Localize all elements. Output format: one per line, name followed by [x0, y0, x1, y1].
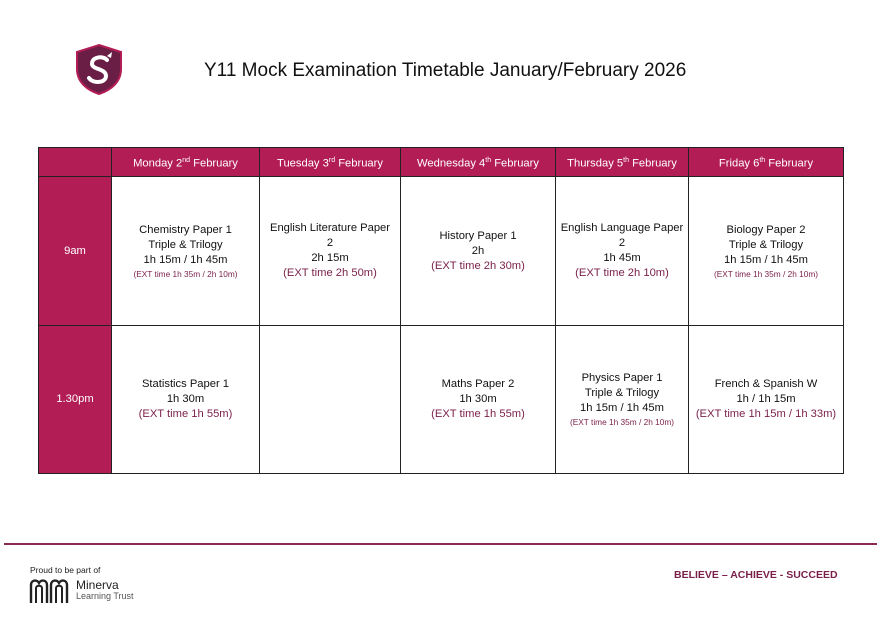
exam-line: French & Spanish W: [714, 378, 818, 390]
extra-time-note: (EXT time 1h 55m): [138, 408, 233, 420]
session-time: 9am: [39, 177, 112, 326]
exam-cell: [112, 177, 260, 326]
minerva-logo-icon: [29, 577, 71, 610]
minerva-logo-text: [76, 580, 134, 602]
extra-time-note: (EXT time 2h 50m): [283, 267, 377, 279]
exam-line: 2: [618, 237, 626, 249]
org-name: Minerva: [76, 578, 119, 592]
exam-line: Maths Paper 2: [441, 378, 515, 390]
exam-line: 1h 30m: [166, 393, 205, 405]
exam-cell: [401, 177, 556, 326]
exam-line: English Language Paper: [560, 222, 684, 234]
school-logo: [74, 43, 124, 96]
footer-divider: [4, 543, 877, 545]
exam-cell: [689, 177, 844, 326]
exam-line: Triple & Trilogy: [584, 387, 660, 399]
exam-line: 1h 15m / 1h 45m: [580, 402, 664, 414]
extra-time-note: (EXT time 1h 35m / 2h 10m): [133, 268, 238, 279]
exam-cell: [260, 326, 401, 474]
exam-cell: [112, 326, 260, 474]
exam-line: 1h 30m: [459, 393, 497, 405]
exam-line: 1h 15m / 1h 45m: [143, 253, 228, 266]
extra-time-note: (EXT time 1h 55m): [431, 408, 525, 420]
extra-time-note: (EXT time 1h 35m / 2h 10m): [569, 417, 675, 427]
exam-line: Triple & Trilogy: [148, 238, 223, 251]
exam-line: Triple & Trilogy: [728, 238, 804, 251]
exam-cell: [556, 177, 689, 326]
proud-text: Proud to be part of: [30, 565, 101, 575]
session-row-afternoon: [39, 326, 844, 474]
exam-line: Chemistry Paper 1: [139, 223, 232, 236]
day-header: Wednesday 4th February: [401, 148, 556, 177]
exam-line: 2h: [471, 244, 485, 257]
page-title: Y11 Mock Examination Timetable January/February 2026: [204, 60, 687, 81]
exam-line: 2h 15m: [311, 252, 349, 264]
day-header: Thursday 5th February: [556, 148, 689, 177]
exam-cell: [556, 326, 689, 474]
session-row-morning: [39, 177, 844, 326]
header-row: [39, 148, 844, 177]
exam-line: Statistics Paper 1: [141, 378, 230, 390]
exam-cell: [260, 177, 401, 326]
exam-line: 1h 15m / 1h 45m: [724, 253, 808, 266]
day-header: Monday 2nd February: [112, 148, 260, 177]
exam-line: Biology Paper 2: [726, 223, 806, 236]
exam-timetable: [38, 147, 844, 474]
exam-cell: [401, 326, 556, 474]
extra-time-note: (EXT time 2h 10m): [575, 267, 669, 279]
exam-line: 1h 45m: [603, 252, 641, 264]
school-motto: BELIEVE – ACHIEVE - SUCCEED: [674, 569, 838, 581]
org-subtitle: Learning Trust: [76, 591, 134, 601]
session-time: 1.30pm: [39, 326, 112, 474]
exam-line: English Literature Paper: [269, 222, 391, 234]
exam-line: 2: [326, 237, 334, 249]
day-header: Friday 6th February: [689, 148, 844, 177]
extra-time-note: (EXT time 1h 15m / 1h 33m): [695, 408, 837, 420]
day-header: Tuesday 3rd February: [260, 148, 401, 177]
extra-time-note: (EXT time 1h 35m / 2h 10m): [713, 268, 819, 279]
exam-line: History Paper 1: [439, 229, 517, 242]
corner-cell: [39, 148, 112, 177]
exam-cell: [689, 326, 844, 474]
extra-time-note: (EXT time 2h 30m): [431, 259, 525, 272]
exam-line: 1h / 1h 15m: [736, 393, 796, 405]
exam-line: Physics Paper 1: [581, 372, 663, 384]
